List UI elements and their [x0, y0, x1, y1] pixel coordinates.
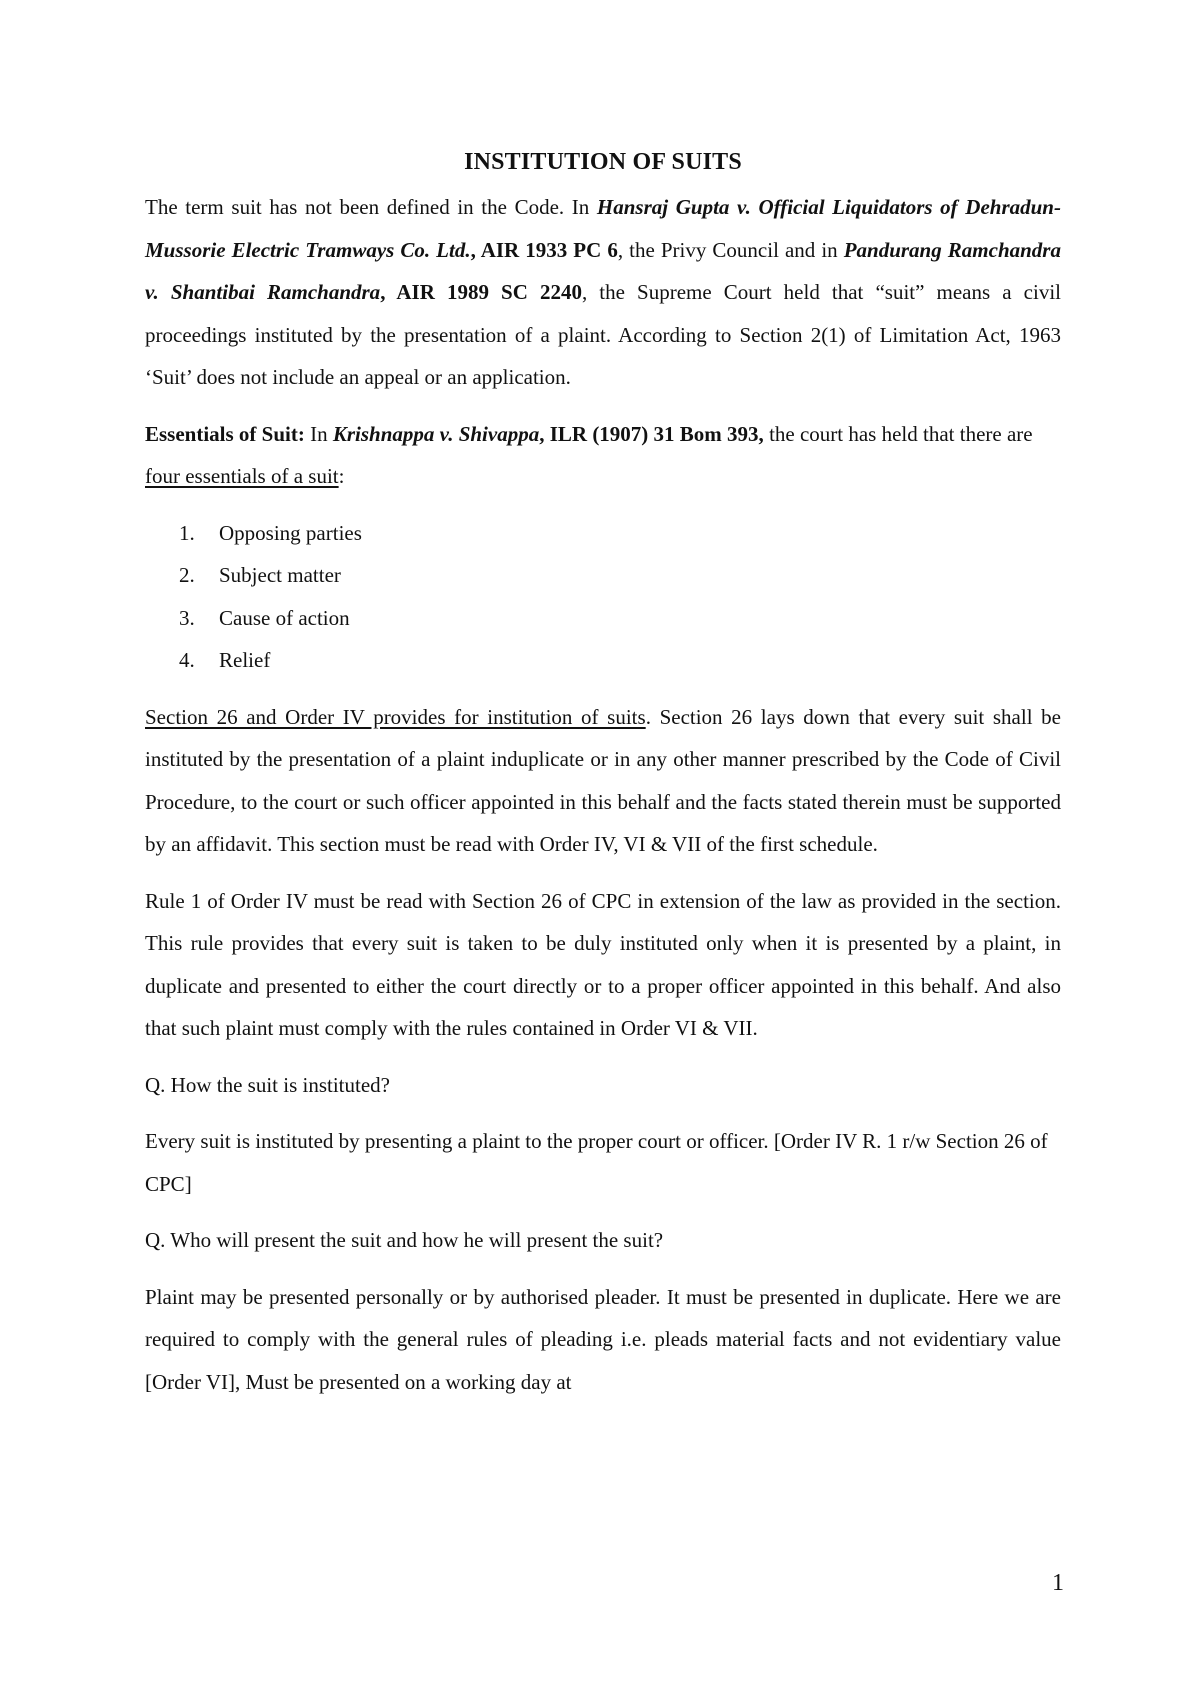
list-label: Opposing parties — [219, 520, 362, 545]
document-body — [145, 140, 1061, 1417]
paragraph-rule-1: Rule 1 of Order IV must be read with Section 26 of CPC in extension of the law as provided in the section. This rule provides that every suit is taken to be duly instituted only when it is presented by a plaint, in duplicate and presented to either the court directly or to a proper officer appointed in this behalf. And also that such plaint must comply with the rules contained in Order VI & VII. — [145, 888, 1061, 1040]
list-item — [145, 512, 1061, 555]
paragraph-essentials — [145, 413, 1061, 498]
list-label: Subject matter — [219, 563, 341, 587]
text: the court has held that there are — [763, 421, 1033, 446]
list-number: 2. — [179, 563, 195, 587]
text: . Section 26 lays down that every suit shall be instituted by the presentation of a plaint induplicate or in any other manner prescribed by the Code of Civil Procedure, to the court or such officer appointed in this behalf and the facts stated therein must be supported by an affidavit. This section must be read with Order IV, VI & VII of the first schedule. — [145, 704, 1061, 856]
text: : — [338, 464, 345, 488]
essentials-list — [145, 512, 1061, 682]
case-name-krishnappa: Krishnappa v. Shivappa — [332, 421, 540, 446]
text: , the Supreme Court held that “suit” means a civil proceedings instituted by the presentation of a plaint. According to Section 2(1) of Limitation Act, 1963 ‘Suit’ does not include an appeal or an application. — [145, 280, 1061, 389]
list-label: Cause of action — [219, 605, 350, 630]
list-label: Relief — [219, 648, 271, 672]
citation-air-1933: , AIR 1933 PC 6 — [470, 237, 618, 262]
answer-how-instituted: Every suit is instituted by presenting a plaint to the proper court or officer. [Order IV R. 1 r/w Section 26 of CPC] — [145, 1129, 1048, 1196]
essentials-heading: Essentials of Suit: — [145, 421, 305, 446]
paragraph-section-26 — [145, 696, 1061, 866]
page-number: 1 — [1052, 1570, 1064, 1596]
text: The term suit has not been defined in the Code. In — [145, 195, 597, 219]
document-title: INSTITUTION OF SUITS — [464, 149, 742, 175]
list-number: 1. — [179, 520, 195, 545]
list-number: 3. — [179, 605, 195, 630]
list-number: 4. — [179, 648, 195, 672]
citation-air-1989: , AIR 1989 SC 2240 — [380, 280, 582, 304]
case-name-pandurang: Pandurang Ramchandra v. Shantibai Ramchandra — [145, 237, 1061, 304]
question-how-instituted: Q. How the suit is instituted? — [145, 1072, 390, 1097]
case-name-hansraj: Hansraj Gupta v. Official Liquidators of Dehradun- Mussorie Electric Tramways Co. Ltd. — [145, 195, 1061, 262]
list-item — [145, 639, 1061, 682]
list-item — [145, 597, 1061, 640]
text: In — [304, 421, 333, 446]
answer-who-presents: Plaint may be presented personally or by authorised pleader. It must be presented in duplicate. Here we are required to comply with the general rules of pleading i.e. pleads material facts and not evidentiary value [Order VI], Must be presented on a working day at — [145, 1284, 1061, 1394]
paragraph-suit-definition — [145, 186, 1061, 399]
underlined-section-26: Section 26 and Order IV provides for institution of suits — [145, 704, 646, 729]
list-item — [145, 554, 1061, 597]
citation-ilr-1907: , ILR (1907) 31 Bom 393, — [539, 421, 764, 446]
underlined-four-essentials: four essentials of a suit — [145, 464, 339, 488]
question-who-presents: Q. Who will present the suit and how he will present the suit? — [145, 1228, 664, 1252]
text: , the Privy Council and in — [617, 237, 844, 262]
